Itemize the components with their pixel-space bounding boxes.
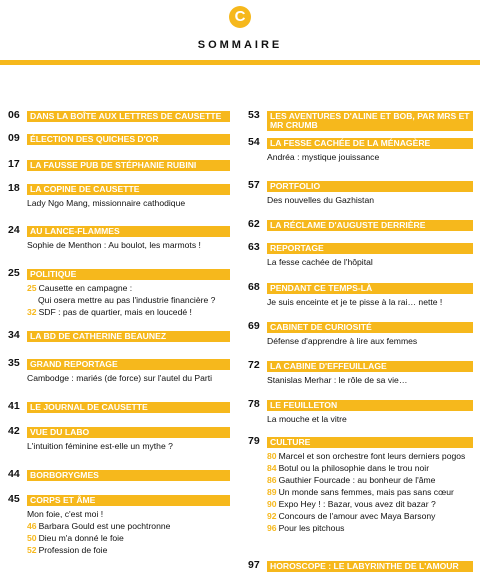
article-page-number: 46 bbox=[27, 521, 37, 531]
article-title: Gauthier Fourcade : au bonheur de l'âme bbox=[278, 475, 436, 485]
causette-logo-icon: C bbox=[229, 6, 251, 28]
article-title: SDF : pas de quartier, mais en loucedé ! bbox=[38, 307, 192, 317]
page-number: 06 bbox=[8, 109, 20, 121]
article-list bbox=[248, 256, 473, 268]
page-number: 35 bbox=[8, 357, 20, 369]
article-list bbox=[248, 335, 473, 347]
toc-entry[interactable] bbox=[8, 328, 230, 347]
article-line[interactable] bbox=[248, 194, 473, 206]
toc-entry[interactable] bbox=[8, 223, 230, 250]
article-page-number: 92 bbox=[267, 511, 277, 521]
section-heading: DANS LA BOÎTE AUX LETTRES DE CAUSETTE bbox=[27, 111, 230, 122]
article-list bbox=[248, 151, 473, 163]
section-heading: AU LANCE-FLAMMES bbox=[27, 226, 230, 237]
page-number: 18 bbox=[8, 182, 20, 194]
page-title: SOMMAIRE bbox=[197, 39, 283, 51]
article-title: Profession de foie bbox=[38, 545, 108, 555]
section-heading: PORTFOLIO bbox=[267, 181, 473, 192]
section-heading: LA BD DE CATHERINE BEAUNEZ bbox=[27, 331, 230, 342]
section-heading: BORBORYGMES bbox=[27, 470, 230, 481]
article-page-number: 32 bbox=[27, 307, 37, 317]
article-page-number: 80 bbox=[267, 451, 277, 461]
page-number: 68 bbox=[248, 281, 260, 293]
page-number: 53 bbox=[248, 109, 260, 121]
section-heading: LE FEUILLETON bbox=[267, 400, 473, 411]
article-title: Barbara Gould est une pochtronne bbox=[38, 521, 171, 531]
page-number: 24 bbox=[8, 224, 20, 236]
toc-entry[interactable] bbox=[8, 108, 230, 127]
article-line[interactable] bbox=[8, 294, 230, 306]
page-number: 34 bbox=[8, 329, 20, 341]
section-heading: HOROSCOPE : LE LABYRINTHE DE L'AMOUR bbox=[267, 561, 473, 572]
section-heading: LA COPINE DE CAUSETTE bbox=[27, 184, 230, 195]
article-line[interactable] bbox=[8, 532, 230, 544]
page-number: 45 bbox=[8, 493, 20, 505]
article-line[interactable] bbox=[248, 498, 473, 510]
section-heading: LES AVENTURES D'ALINE ET BOB, PAR MRS ET MR CRUMB bbox=[267, 111, 473, 131]
article-title: Lady Ngo Mang, missionnaire cathodique bbox=[27, 198, 186, 208]
article-line[interactable] bbox=[248, 486, 473, 498]
article-title: Mon foie, c'est moi ! bbox=[27, 509, 104, 519]
section-heading: GRAND REPORTAGE bbox=[27, 359, 230, 370]
article-line[interactable] bbox=[248, 296, 473, 308]
article-line[interactable] bbox=[8, 282, 230, 294]
page-number: 09 bbox=[8, 132, 20, 144]
article-line[interactable] bbox=[8, 306, 230, 318]
article-title: Expo Hey ! : Bazar, vous avez dit bazar ? bbox=[278, 499, 436, 509]
article-line[interactable] bbox=[248, 522, 473, 534]
article-title: Marcel et son orchestre font leurs derniers pogos bbox=[278, 451, 466, 461]
article-line[interactable] bbox=[248, 151, 473, 163]
article-line[interactable] bbox=[248, 413, 473, 425]
section-heading: POLITIQUE bbox=[27, 269, 230, 280]
article-line[interactable] bbox=[8, 544, 230, 556]
page-number: 63 bbox=[248, 241, 260, 253]
article-line[interactable] bbox=[8, 239, 230, 251]
section-heading: LE JOURNAL DE CAUSETTE bbox=[27, 402, 230, 413]
article-list bbox=[248, 374, 473, 386]
article-line[interactable] bbox=[8, 440, 230, 452]
section-heading: LA CABINE D'EFFEUILLAGE bbox=[267, 361, 473, 372]
toc-entry[interactable] bbox=[8, 131, 230, 150]
article-page-number: 90 bbox=[267, 499, 277, 509]
section-heading: LA FESSE CACHÉE DE LA MÉNAGÈRE bbox=[267, 138, 473, 149]
article-page-number: 84 bbox=[267, 463, 277, 473]
article-title: Je suis enceinte et je te pisse à la rai… nette ! bbox=[267, 297, 443, 307]
article-page-number: 96 bbox=[267, 523, 277, 533]
page-number: 42 bbox=[8, 425, 20, 437]
article-title: Dieu m'a donné le foie bbox=[38, 533, 124, 543]
page-number: 78 bbox=[248, 398, 260, 410]
section-heading: CULTURE bbox=[267, 437, 473, 448]
page-number: 57 bbox=[248, 179, 260, 191]
toc-entry[interactable] bbox=[8, 399, 230, 418]
page-number: 79 bbox=[248, 435, 260, 447]
toc-entry[interactable] bbox=[8, 492, 230, 555]
article-title: Botul ou la philosophie dans le trou noir bbox=[278, 463, 430, 473]
article-page-number: 25 bbox=[27, 283, 37, 293]
article-list bbox=[248, 296, 473, 308]
toc-entry[interactable] bbox=[8, 266, 230, 317]
article-title: Un monde sans femmes, mais pas sans cœur bbox=[278, 487, 454, 497]
page-number: 62 bbox=[248, 218, 260, 230]
article-title: Des nouvelles du Gazhistan bbox=[267, 195, 375, 205]
page-number: 17 bbox=[8, 158, 20, 170]
article-title: Andréa : mystique jouissance bbox=[267, 152, 380, 162]
article-page-number: 86 bbox=[267, 475, 277, 485]
section-heading: LA FAUSSE PUB DE STÉPHANIE RUBINI bbox=[27, 160, 230, 171]
toc-entry[interactable] bbox=[8, 467, 230, 486]
page-number: 41 bbox=[8, 400, 20, 412]
article-line[interactable] bbox=[8, 197, 230, 209]
article-title: Pour les pitchous bbox=[278, 523, 345, 533]
section-heading: CORPS ET ÂME bbox=[27, 495, 230, 506]
article-list bbox=[8, 372, 230, 384]
section-heading: VUE DU LABO bbox=[27, 427, 230, 438]
article-line[interactable] bbox=[248, 450, 473, 462]
article-line[interactable] bbox=[8, 520, 230, 532]
toc-entry[interactable] bbox=[8, 356, 230, 383]
article-list bbox=[248, 450, 473, 534]
page-number: 69 bbox=[248, 320, 260, 332]
article-line[interactable] bbox=[248, 510, 473, 522]
article-page-number: 89 bbox=[267, 487, 277, 497]
toc-entry[interactable] bbox=[8, 157, 230, 176]
article-page-number: 50 bbox=[27, 533, 37, 543]
page-number: 72 bbox=[248, 359, 260, 371]
article-title: Cambodge : mariés (de force) sur l'autel du Parti bbox=[27, 373, 213, 383]
header-rule bbox=[0, 60, 480, 65]
article-title: Défense d'apprendre à lire aux femmes bbox=[267, 336, 418, 346]
article-line[interactable] bbox=[248, 335, 473, 347]
article-line[interactable] bbox=[8, 372, 230, 384]
article-line[interactable] bbox=[8, 508, 230, 520]
page-number: 54 bbox=[248, 136, 260, 148]
article-title: Stanislas Merhar : le rôle de sa vie… bbox=[267, 375, 408, 385]
article-list bbox=[8, 197, 230, 209]
toc-entry[interactable] bbox=[8, 181, 230, 208]
page-number: 25 bbox=[8, 267, 20, 279]
section-heading: CABINET DE CURIOSITÉ bbox=[267, 322, 473, 333]
article-title: Sophie de Menthon : Au boulot, les marmots ! bbox=[27, 240, 201, 250]
article-line[interactable] bbox=[248, 256, 473, 268]
article-line[interactable] bbox=[248, 462, 473, 474]
article-list bbox=[248, 413, 473, 425]
article-title: La fesse cachée de l'hôpital bbox=[267, 257, 373, 267]
section-heading: PENDANT CE TEMPS-LÀ bbox=[267, 283, 473, 294]
article-list bbox=[248, 194, 473, 206]
page-number: 44 bbox=[8, 468, 20, 480]
article-list bbox=[8, 508, 230, 556]
article-title: Qui osera mettre au pas l'industrie financière ? bbox=[38, 295, 216, 305]
article-title: L'intuition féminine est-elle un mythe ? bbox=[27, 441, 173, 451]
article-list bbox=[8, 282, 230, 318]
article-title: Concours de l'amour avec Maya Barsony bbox=[278, 511, 436, 521]
section-heading: ÉLECTION DES QUICHES D'OR bbox=[27, 134, 230, 145]
article-title: La mouche et la vitre bbox=[267, 414, 347, 424]
article-list bbox=[8, 239, 230, 251]
article-line[interactable] bbox=[248, 474, 473, 486]
article-list bbox=[8, 440, 230, 452]
section-heading: LA RÉCLAME D'AUGUSTE DERRIÈRE bbox=[267, 220, 473, 231]
article-line[interactable] bbox=[248, 374, 473, 386]
section-heading: REPORTAGE bbox=[267, 243, 473, 254]
page-number: 97 bbox=[248, 559, 260, 571]
toc-entry[interactable] bbox=[8, 424, 230, 451]
article-title: Causette en campagne : bbox=[38, 283, 133, 293]
article-page-number: 52 bbox=[27, 545, 37, 555]
